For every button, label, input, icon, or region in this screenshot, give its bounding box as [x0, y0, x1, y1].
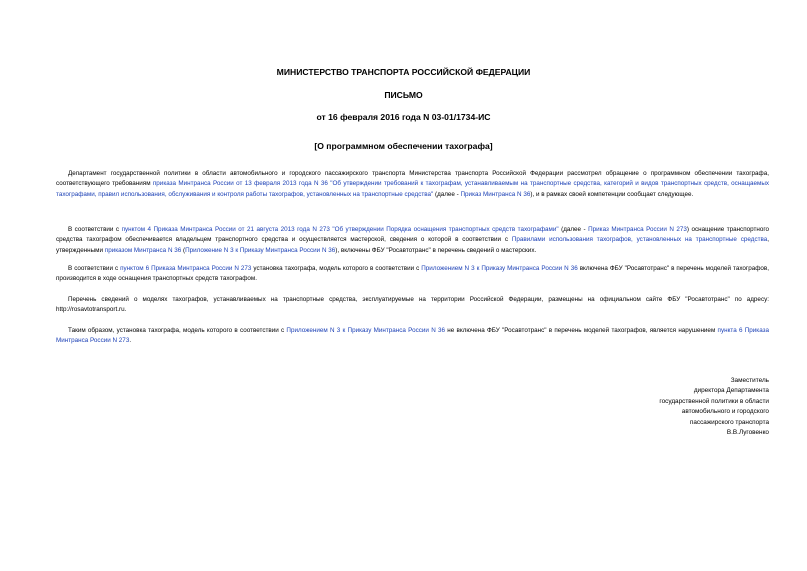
link-order-36-short[interactable]: Приказ Минтранса N 36: [460, 190, 531, 198]
link-order-273-point-4[interactable]: пунктом 4 Приказа Минтранса России от 21 августа 2013 года N 273 "Об утверждении Порядка оснащения транспортных средств тахографами": [121, 226, 559, 233]
signature-title-line: пассажирского транспорта: [689, 418, 769, 426]
signature-title-line: государственной политики в области: [659, 397, 769, 405]
paragraph-5: [56, 326, 769, 347]
paragraph-3: [56, 264, 769, 285]
link-order-36[interactable]: приказа Минтранса России от 13 февраля 2013 года N 36 "Об утверждении требований к тахографам, устанавливаемым на транспортные средства, категорий и видов транспортных средств, оснащаемых тахографами, правил использования, обслуживания и контроля работы тахографов, установленных на транспортные средства": [56, 180, 770, 198]
text: .: [129, 337, 132, 345]
paragraph-2: [56, 225, 769, 256]
signature-title-line: Заместитель: [730, 377, 769, 384]
link-order-273-point-6[interactable]: пункта 6 Приказа Минтранса России N 273: [56, 327, 770, 345]
text: не включена ФБУ "Росавтотранс" в перечень моделей тахографов, является нарушением: [445, 327, 718, 334]
signature-title-line: директора Департамента: [693, 387, 769, 395]
document-subject: [О программном обеспечении тахографа]: [314, 141, 493, 151]
signature-title-line: автомобильного и городского: [681, 408, 769, 416]
link-order-273[interactable]: Приказ Минтранса России N 273: [588, 226, 687, 233]
link-order-36-approved[interactable]: приказом Минтранса N 36: [104, 246, 182, 254]
ministry-title: МИНИСТЕРСТВО ТРАНСПОРТА РОССИЙСКОЙ ФЕДЕРАЦИИ: [276, 67, 531, 77]
text: (далее -: [433, 190, 461, 198]
link-tachograph-rules[interactable]: Правилами использования тахографов, установленных на транспортные средства: [511, 236, 768, 244]
text: установка тахографа, модель которого в соответствии с: [251, 265, 422, 272]
text: В соответствии с: [68, 226, 122, 233]
text: Таким образом, установка тахографа, модель которого в соответствии с: [68, 327, 287, 334]
text: ) оснащение транспортного средства тахографом обеспечивается владельцем транспортного средства и осуществляется мастерской, сведения о которой в соответствии с: [56, 226, 770, 244]
signature-block: [549, 376, 769, 438]
document-type: ПИСЬМО: [384, 90, 423, 100]
text: включена ФБУ "Росавтотранс" в перечень моделей тахографов, производится в ходе оснащения транспортных средств тахографом.: [56, 265, 769, 283]
text: (далее -: [558, 226, 589, 233]
link-appendix-3[interactable]: Приложением N 3 к Приказу Минтранса России N 36: [286, 327, 446, 334]
paragraph-1: [56, 169, 769, 200]
text: ), и в рамках своей компетенции сообщает следующее.: [530, 190, 694, 198]
link-appendix-3[interactable]: Приложение N 3 к Приказу Минтранса России N 36: [185, 246, 336, 254]
link-appendix-3[interactable]: Приложением N 3 к Приказу Минтранса России N 36: [421, 265, 578, 272]
text: Департамент государственной политики в области автомобильного и городского пассажирского транспорта Министерства транспорта Российской Федерации рассмотрел обращение о программном обеспечении тахографа, соответствующего требованиям: [56, 170, 769, 188]
text: В соответствии с: [68, 265, 121, 272]
text: ), включены ФБУ "Росавтотранс" в перечень сведений о мастерских.: [335, 246, 537, 254]
text: Перечень сведений о моделях тахографов, устанавливаемых на транспортные средства, эксплуатируемые на территории Российской Федерации, размещены на официальном сайте ФБУ "Росавтотранс" по адресу: http://rosavtotransport.ru.: [56, 296, 769, 314]
text: (: [181, 246, 186, 254]
link-order-273-point-6[interactable]: пунктом 6 Приказа Минтранса России N 273: [120, 265, 252, 272]
document-date-number: от 16 февраля 2016 года N 03-01/1734-ИС: [316, 112, 491, 122]
paragraph-4: [56, 295, 769, 316]
signatory-name: В.В.Луговенко: [726, 429, 769, 437]
text: , утвержденными: [56, 236, 770, 254]
